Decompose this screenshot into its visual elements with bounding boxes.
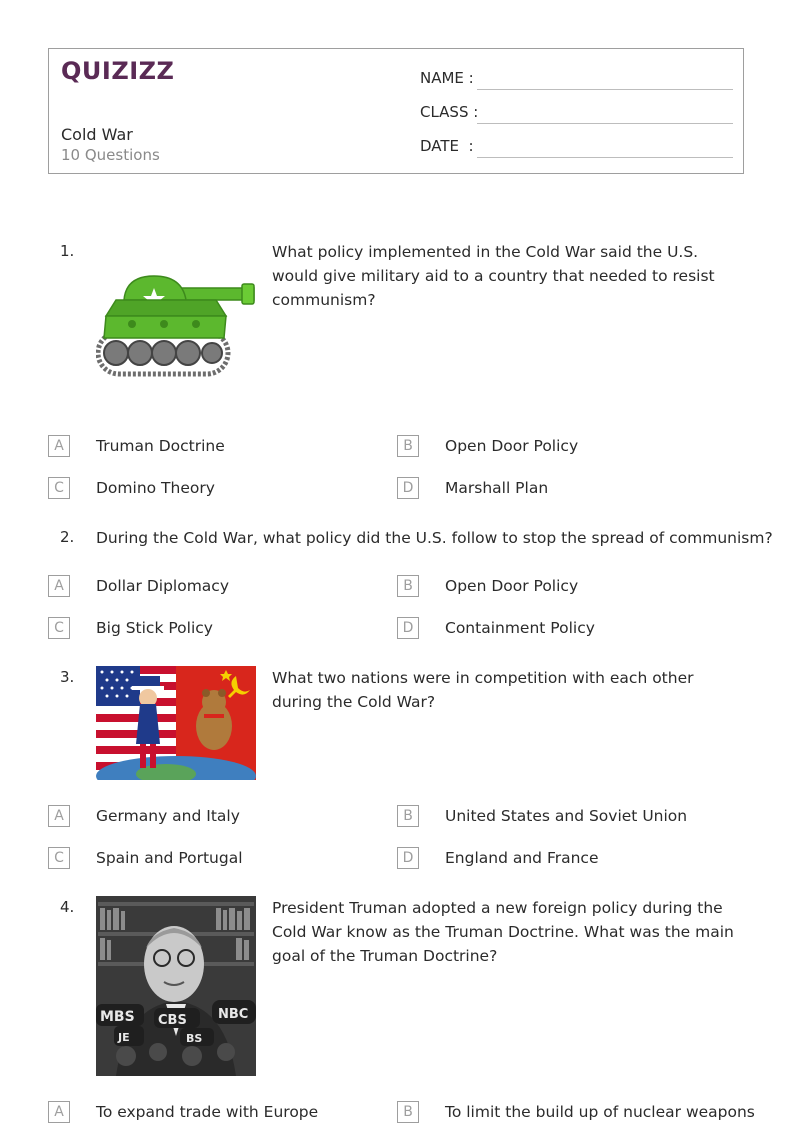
q1-option-a-box[interactable]: A (48, 435, 70, 457)
q2-option-b-box[interactable]: B (397, 575, 419, 597)
q1-option-d-text: Marshall Plan (445, 479, 549, 497)
nbc-label: NBC (218, 1007, 249, 1022)
q3-option-a-text: Germany and Italy (96, 807, 240, 825)
question-count: 10 Questions (61, 146, 160, 164)
class-label: CLASS : (420, 103, 479, 121)
class-field[interactable] (477, 123, 733, 124)
tank-image (96, 266, 256, 378)
worksheet-title: Cold War (61, 125, 133, 144)
q4-option-a-text: To expand trade with Europe (96, 1103, 319, 1121)
q2-option-d-text: Containment Policy (445, 619, 595, 637)
cbs-label: CBS (158, 1013, 187, 1028)
q3-option-a-box[interactable]: A (48, 805, 70, 827)
q1-option-c-text: Domino Theory (96, 479, 215, 497)
q1-option-b-text: Open Door Policy (445, 437, 579, 455)
q3-option-d-box[interactable]: D (397, 847, 419, 869)
logo-text: QUIZIZZ (61, 57, 175, 85)
bs-label: BS (186, 1032, 203, 1045)
q2-option-a-text: Dollar Diplomacy (96, 577, 229, 595)
truman-photo (96, 896, 256, 1076)
mbs-label: MBS (100, 1009, 135, 1025)
q4-option-a-box[interactable]: A (48, 1101, 70, 1123)
question-1-text: What policy implemented in the Cold War said the U.S. would give military aid to a country that needed to resist communism? (272, 243, 715, 309)
q1-option-b-box[interactable]: B (397, 435, 419, 457)
q2-option-d-box[interactable]: D (397, 617, 419, 639)
question-2-number: 2. (60, 528, 75, 546)
q1-option-c-box[interactable]: C (48, 477, 70, 499)
q4-option-b-box[interactable]: B (397, 1101, 419, 1123)
question-4-number: 4. (60, 898, 75, 916)
us-ussr-flags-image (96, 666, 256, 780)
q3-option-b-box[interactable]: B (397, 805, 419, 827)
q1-option-a-text: Truman Doctrine (96, 437, 225, 455)
q2-option-a-box[interactable]: A (48, 575, 70, 597)
quizizz-logo (61, 57, 174, 85)
worksheet-header (48, 48, 744, 174)
question-4-text: President Truman adopted a new foreign policy during the Cold War know as the Truman Doctrine. What was the main goal of the Truman Doctrine? (272, 899, 734, 965)
q2-option-c-text: Big Stick Policy (96, 619, 213, 637)
name-label: NAME : (420, 69, 474, 87)
q2-option-b-text: Open Door Policy (445, 577, 579, 595)
q2-option-c-box[interactable]: C (48, 617, 70, 639)
q3-option-c-text: Spain and Portugal (96, 849, 243, 867)
je-label: JE (118, 1031, 130, 1044)
q3-option-c-box[interactable]: C (48, 847, 70, 869)
name-field[interactable] (477, 89, 733, 90)
question-2-text: During the Cold War, what policy did the U.S. follow to stop the spread of communism? (96, 529, 773, 547)
q4-option-b-text: To limit the build up of nuclear weapons (445, 1103, 755, 1121)
date-label: DATE : (420, 137, 474, 155)
question-3-text: What two nations were in competition with each other during the Cold War? (272, 669, 694, 711)
q3-option-b-text: United States and Soviet Union (445, 807, 688, 825)
date-field[interactable] (477, 157, 733, 158)
q3-option-d-text: England and France (445, 849, 599, 867)
question-3-number: 3. (60, 668, 75, 686)
q1-option-d-box[interactable]: D (397, 477, 419, 499)
question-1-number: 1. (60, 242, 75, 260)
